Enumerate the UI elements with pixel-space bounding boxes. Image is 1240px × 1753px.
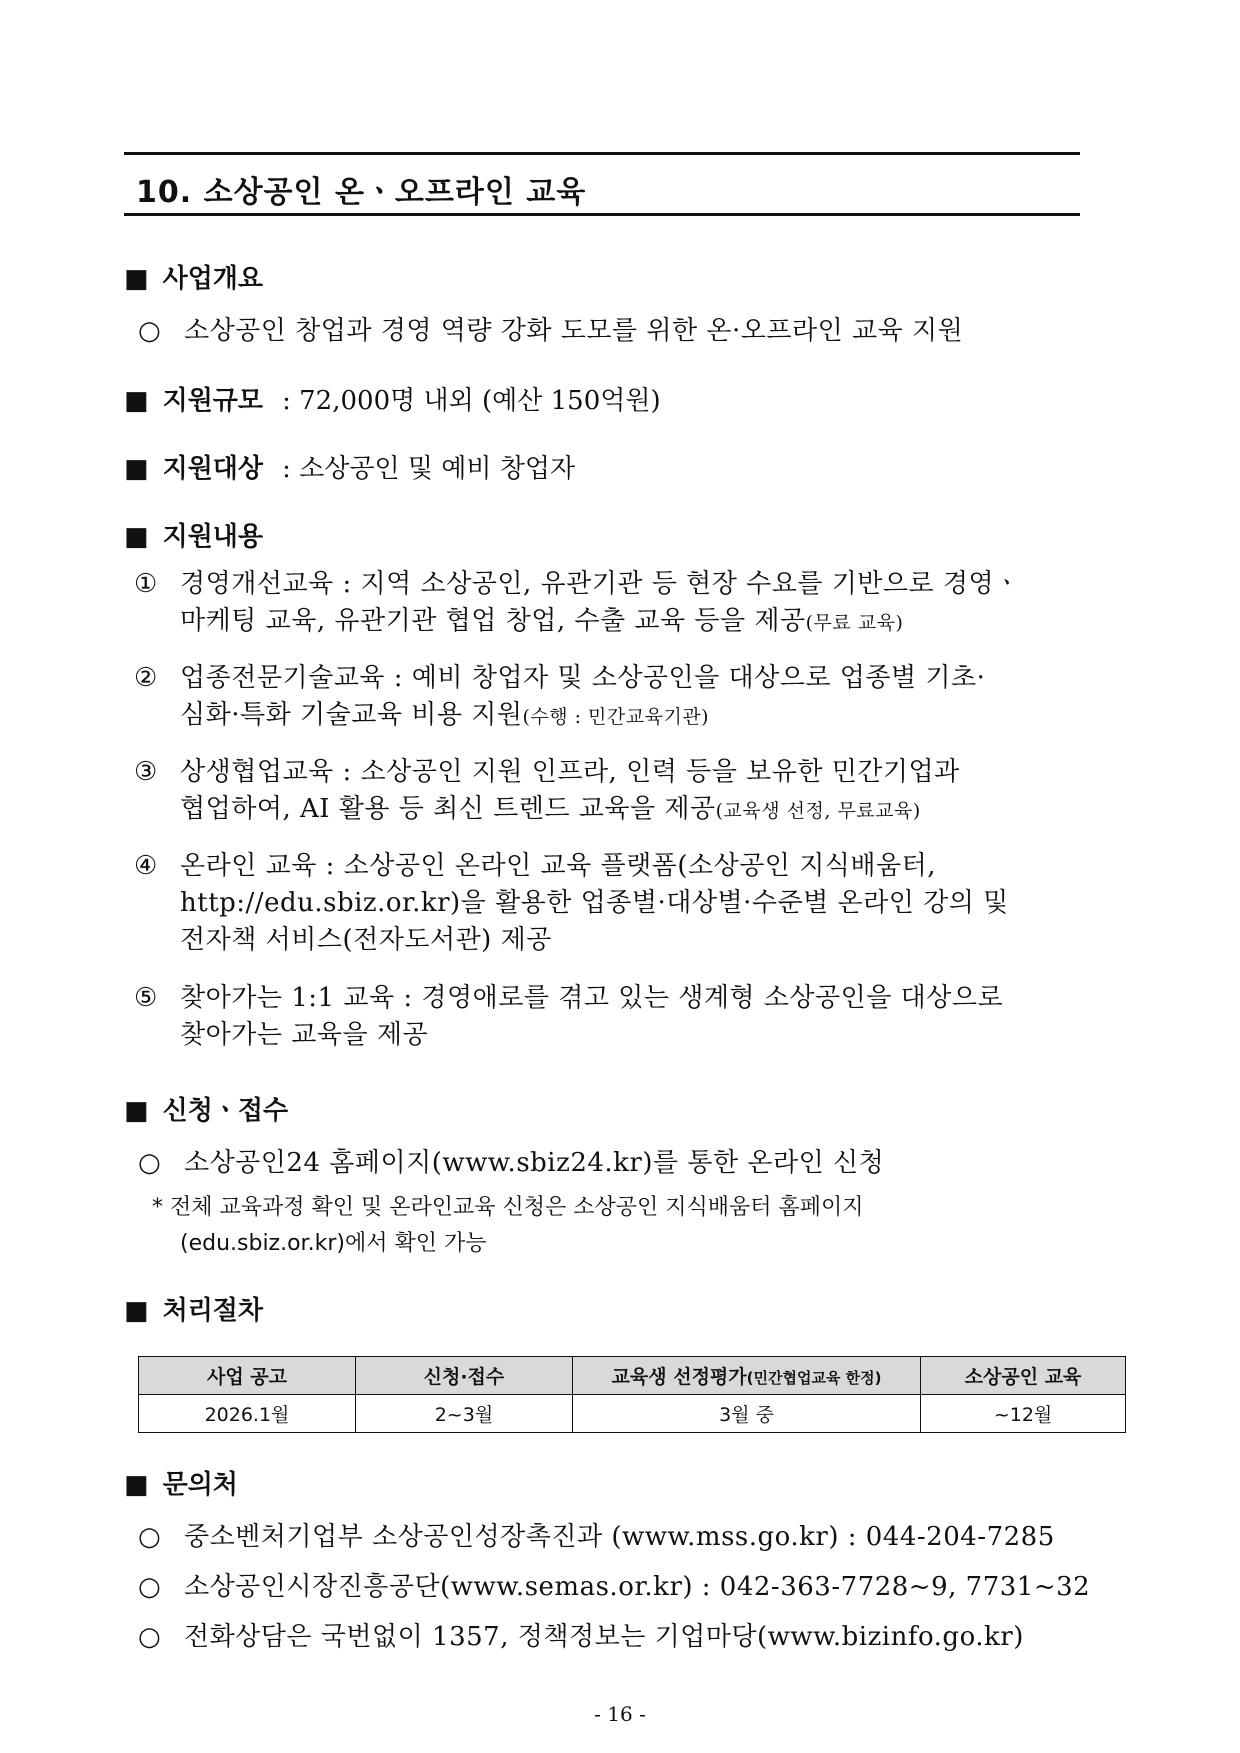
- procedure-header-cell: 신청·접수: [355, 1357, 572, 1395]
- item-line: 상생협업교육 : 소상공인 지원 인프라, 인력 등을 보유한 민간기업과: [180, 757, 960, 787]
- target-heading: [124, 448, 575, 485]
- contact-heading: [124, 1464, 238, 1501]
- item-line: 온라인 교육 : 소상공인 온라인 교육 플랫폼(소상공인 지식배움터,: [180, 851, 937, 881]
- item-suffix: (수행 : 민간교육기관): [522, 706, 710, 728]
- item-line: 업종전문기술교육 : 예비 창업자 및 소상공인을 대상으로 업종별 기초·: [180, 663, 986, 693]
- overview-heading: [124, 258, 263, 295]
- item-suffix: (교육생 선정, 무료교육): [715, 800, 921, 822]
- square-bullet-icon: ■: [124, 1470, 149, 1500]
- scale-heading-label: 지원규모: [162, 386, 264, 416]
- scale-text: : 72,000명 내외 (예산 150억원): [282, 386, 661, 416]
- apply-heading: [124, 1090, 288, 1127]
- procedure-value-cell: 2~3월: [355, 1395, 572, 1433]
- item-line-text: 협업하여, AI 활용 등 최신 트렌드 교육을 제공: [180, 794, 716, 824]
- circle-bullet-icon: ○: [138, 1572, 162, 1602]
- procedure-header-cell: 사업 공고: [139, 1357, 356, 1395]
- item-suffix: (무료 교육): [805, 612, 904, 634]
- overview-text: 소상공인 창업과 경영 역량 강화 도모를 위한 온·오프라인 교육 지원: [183, 316, 964, 346]
- procedure-header-text: 교육생 선정평가: [611, 1366, 747, 1388]
- item-number: ⑤: [134, 983, 158, 1013]
- content-heading-label: 지원내용: [162, 522, 264, 552]
- apply-text: 소상공인24 홈페이지(www.sbiz24.kr)를 통한 온라인 신청: [183, 1148, 885, 1178]
- circle-bullet-icon: ○: [138, 1622, 162, 1652]
- square-bullet-icon: ■: [124, 264, 149, 294]
- item-line: [180, 603, 903, 642]
- item-line: 찾아가는 교육을 제공: [180, 1020, 429, 1050]
- item-line-text: 심화·특화 기술교육 비용 지원: [180, 700, 523, 730]
- item-line: 전자책 서비스(전자도서관) 제공: [180, 925, 552, 955]
- square-bullet-icon: ■: [124, 454, 149, 484]
- section-title-block: [124, 152, 1080, 216]
- contact-text: 소상공인시장진흥공단(www.semas.or.kr) : 042-363-7728~9, 7731~32: [183, 1572, 1091, 1602]
- apply-note-line: (edu.sbiz.or.kr)에서 확인 가능: [180, 1231, 487, 1256]
- procedure-table: [138, 1356, 1126, 1433]
- procedure-header-cell: 소상공인 교육: [921, 1357, 1126, 1395]
- overview-heading-label: 사업개요: [162, 264, 264, 294]
- circle-bullet-icon: ○: [138, 316, 162, 346]
- square-bullet-icon: ■: [124, 386, 149, 416]
- item-number: ②: [134, 663, 158, 693]
- procedure-heading: [124, 1290, 263, 1327]
- procedure-header-sub: (민간협업교육 한정): [746, 1369, 882, 1387]
- page-title: 10. 소상공인 온ㆍ오프라인 교육: [136, 175, 587, 210]
- item-number: ③: [134, 757, 158, 787]
- procedure-value-cell: 2026.1월: [139, 1395, 356, 1433]
- contact-heading-label: 문의처: [162, 1470, 238, 1500]
- contact-text: 중소벤처기업부 소상공인성장촉진과 (www.mss.go.kr) : 044-204-7285: [183, 1522, 1055, 1552]
- contact-text: 전화상담은 국번없이 1357, 정책정보는 기업마당(www.bizinfo.go.kr): [183, 1622, 1024, 1652]
- item-line: 경영개선교육 : 지역 소상공인, 유관기관 등 현장 수요를 기반으로 경영ㆍ: [180, 569, 1020, 599]
- circle-bullet-icon: ○: [138, 1522, 162, 1552]
- page-number: - 16 -: [594, 1702, 646, 1726]
- item-line: http://edu.sbiz.or.kr)을 활용한 업종별·대상별·수준별 온라인 강의 및: [180, 888, 1009, 918]
- apply-bullet: [138, 1142, 884, 1179]
- procedure-heading-label: 처리절차: [162, 1296, 264, 1326]
- item-number: ④: [134, 851, 158, 881]
- procedure-value-cell: 3월 중: [572, 1395, 920, 1433]
- procedure-header-cell: [572, 1357, 920, 1395]
- contact-bullet: [138, 1566, 1090, 1603]
- item-line: [180, 697, 709, 736]
- target-heading-label: 지원대상: [162, 454, 264, 484]
- square-bullet-icon: ■: [124, 522, 149, 552]
- contact-bullet: [138, 1516, 1055, 1553]
- apply-note-line: * 전체 교육과정 확인 및 온라인교육 신청은 소상공인 지식배움터 홈페이지: [152, 1195, 864, 1220]
- item-number: ①: [134, 569, 158, 599]
- apply-heading-label: 신청ㆍ접수: [162, 1096, 289, 1126]
- apply-note: [152, 1190, 864, 1262]
- contact-bullet: [138, 1616, 1024, 1653]
- item-line: [180, 791, 921, 830]
- procedure-header-row: [139, 1357, 1126, 1395]
- square-bullet-icon: ■: [124, 1096, 149, 1126]
- procedure-value-cell: ~12월: [921, 1395, 1126, 1433]
- item-line: 찾아가는 1:1 교육 : 경영애로를 겪고 있는 생계형 소상공인을 대상으로: [180, 983, 1004, 1013]
- item-line-text: 마케팅 교육, 유관기관 협업 창업, 수출 교육 등을 제공: [180, 606, 806, 636]
- square-bullet-icon: ■: [124, 1296, 149, 1326]
- procedure-value-row: [139, 1395, 1126, 1433]
- scale-heading: [124, 380, 661, 417]
- overview-bullet: [138, 310, 963, 347]
- target-text: : 소상공인 및 예비 창업자: [282, 454, 576, 484]
- circle-bullet-icon: ○: [138, 1148, 162, 1178]
- content-heading: [124, 516, 263, 553]
